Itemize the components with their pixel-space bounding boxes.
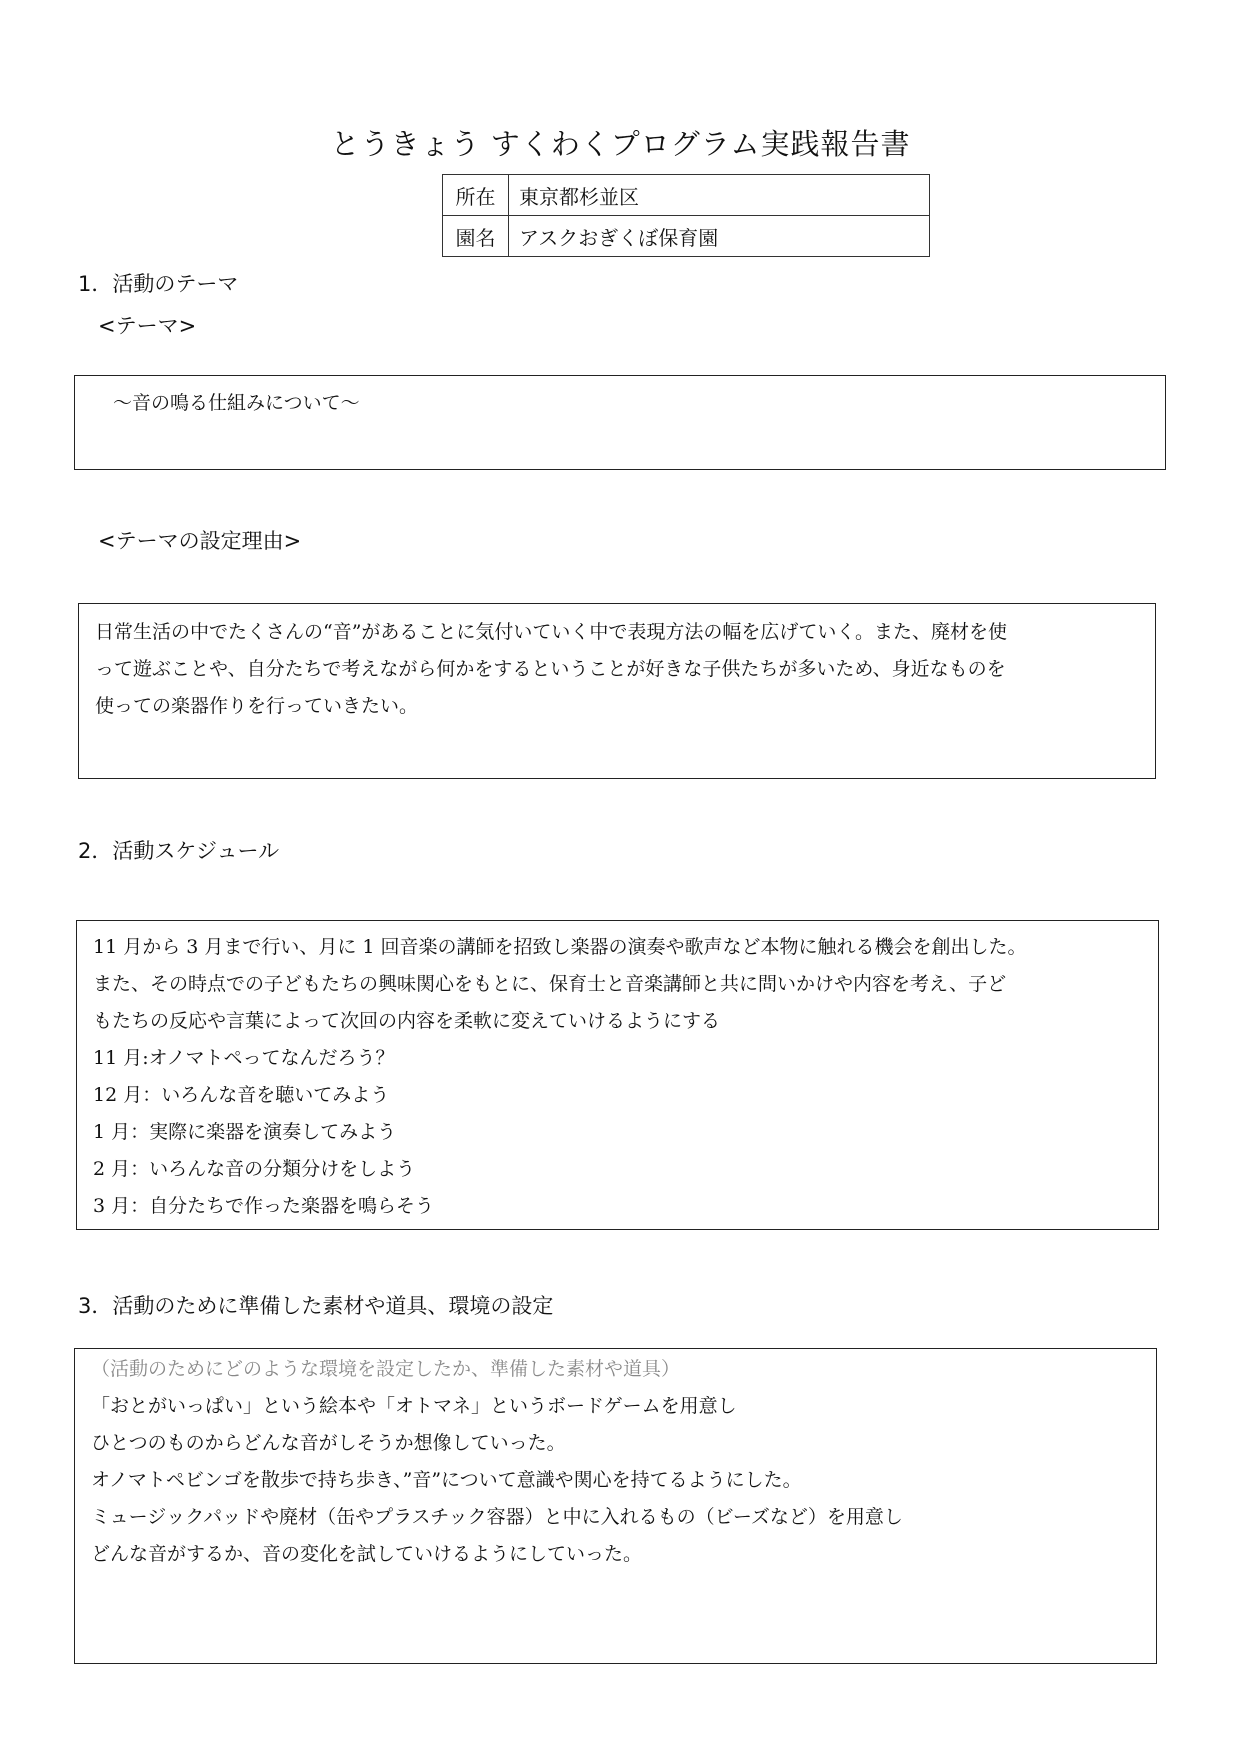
- name-label: 園名: [443, 216, 509, 257]
- info-row-location: [443, 175, 930, 216]
- theme-label: <テーマ>: [98, 314, 197, 338]
- reason-line: 日常生活の中でたくさんの“音”があることに気付いていく中で表現方法の幅を広げていく。また、廃材を使: [95, 621, 1008, 643]
- theme-box: [74, 375, 1166, 470]
- reason-line: 使っての楽器作りを行っていきたい。: [95, 695, 419, 717]
- materials-hint: （活動のためにどのような環境を設定したか、準備した素材や道具）: [91, 1358, 681, 1380]
- name-value: アスクおぎくぼ保育園: [509, 216, 930, 257]
- materials-line: 「おとがいっぱい」という絵本や「オトマネ」というボードゲームを用意し: [91, 1395, 737, 1417]
- section1-heading: 1．活動のテーマ: [78, 272, 239, 296]
- schedule-line: また、その時点での子どもたちの興味関心をもとに、保育士と音楽講師と共に問いかけや内容を考え、子ど: [93, 973, 1007, 995]
- schedule-line: もたちの反応や言葉によって次回の内容を柔軟に変えていけるようにする: [93, 1010, 721, 1032]
- schedule-line: 11 月から 3 月まで行い、月に 1 回音楽の講師を招致し楽器の演奏や歌声など本物に触れる機会を創出した。: [93, 936, 1027, 958]
- reason-text: [95, 614, 1007, 725]
- theme-text: ～音の鳴る仕組みについて～: [113, 392, 360, 414]
- materials-line: どんな音がするか、音の変化を試していけるようにしていった。: [91, 1543, 643, 1565]
- materials-box: [74, 1348, 1157, 1664]
- schedule-box: [76, 920, 1159, 1230]
- schedule-line: 11 月:オノマトペってなんだろう？: [93, 1047, 395, 1069]
- materials-text: [91, 1351, 903, 1573]
- location-label: 所在: [443, 175, 509, 216]
- reason-box: [78, 603, 1156, 779]
- section3-heading: 3．活動のために準備した素材や道具、環境の設定: [78, 1294, 554, 1318]
- materials-line: ひとつのものからどんな音がしそうか想像していった。: [91, 1432, 566, 1454]
- info-row-name: [443, 216, 930, 257]
- schedule-line: 2 月：いろんな音の分類分けをしよう: [93, 1158, 416, 1180]
- schedule-line: 3 月：自分たちで作った楽器を鳴らそう: [93, 1195, 434, 1217]
- page-title: とうきょう すくわくプログラム実践報告書: [330, 127, 911, 161]
- reason-label: <テーマの設定理由>: [98, 529, 302, 553]
- materials-line: オノマトペビンゴを散歩で持ち歩き、”音”について意識や関心を持てるようにした。: [91, 1469, 802, 1491]
- schedule-line: 1 月：実際に楽器を演奏してみよう: [93, 1121, 397, 1143]
- materials-line: ミュージックパッドや廃材（缶やプラスチック容器）と中に入れるもの（ビーズなど）を用意し: [91, 1506, 903, 1528]
- schedule-text: [93, 929, 1027, 1225]
- schedule-line: 12 月：いろんな音を聴いてみよう: [93, 1084, 390, 1106]
- section2-heading: 2．活動スケジュール: [78, 839, 280, 863]
- info-table: [442, 174, 930, 257]
- reason-line: って遊ぶことや、自分たちで考えながら何かをするということが好きな子供たちが多いため、身近なものを: [95, 658, 1006, 680]
- location-value: 東京都杉並区: [509, 175, 930, 216]
